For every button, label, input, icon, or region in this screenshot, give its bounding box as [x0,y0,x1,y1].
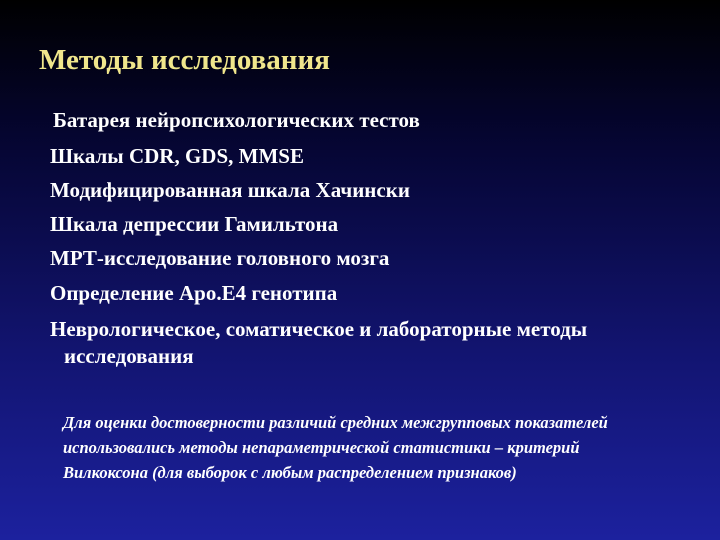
list-item: Определение Apo.E4 генотипа [50,281,338,305]
list-item-continuation: исследования [64,344,194,368]
list-item: Шкала депрессии Гамильтона [50,212,339,236]
statistics-note: Для оценки достоверности различий средних межгрупповых показателей использовались методы непараметрической статистики – критерий Вилкоксона (для выборок с любым распределением признаков) [63,413,608,482]
list-item: Шкалы CDR, GDS, MMSE [50,144,304,168]
list-item: Неврологическое, соматическое и лабораторные методы [50,317,588,341]
list-item: МРТ-исследование головного мозга [50,246,390,270]
slide-title: Методы исследования [39,44,330,76]
list-item: Модифицированная шкала Хачински [50,178,410,202]
list-item: Батарея нейропсихологических тестов [53,108,420,132]
